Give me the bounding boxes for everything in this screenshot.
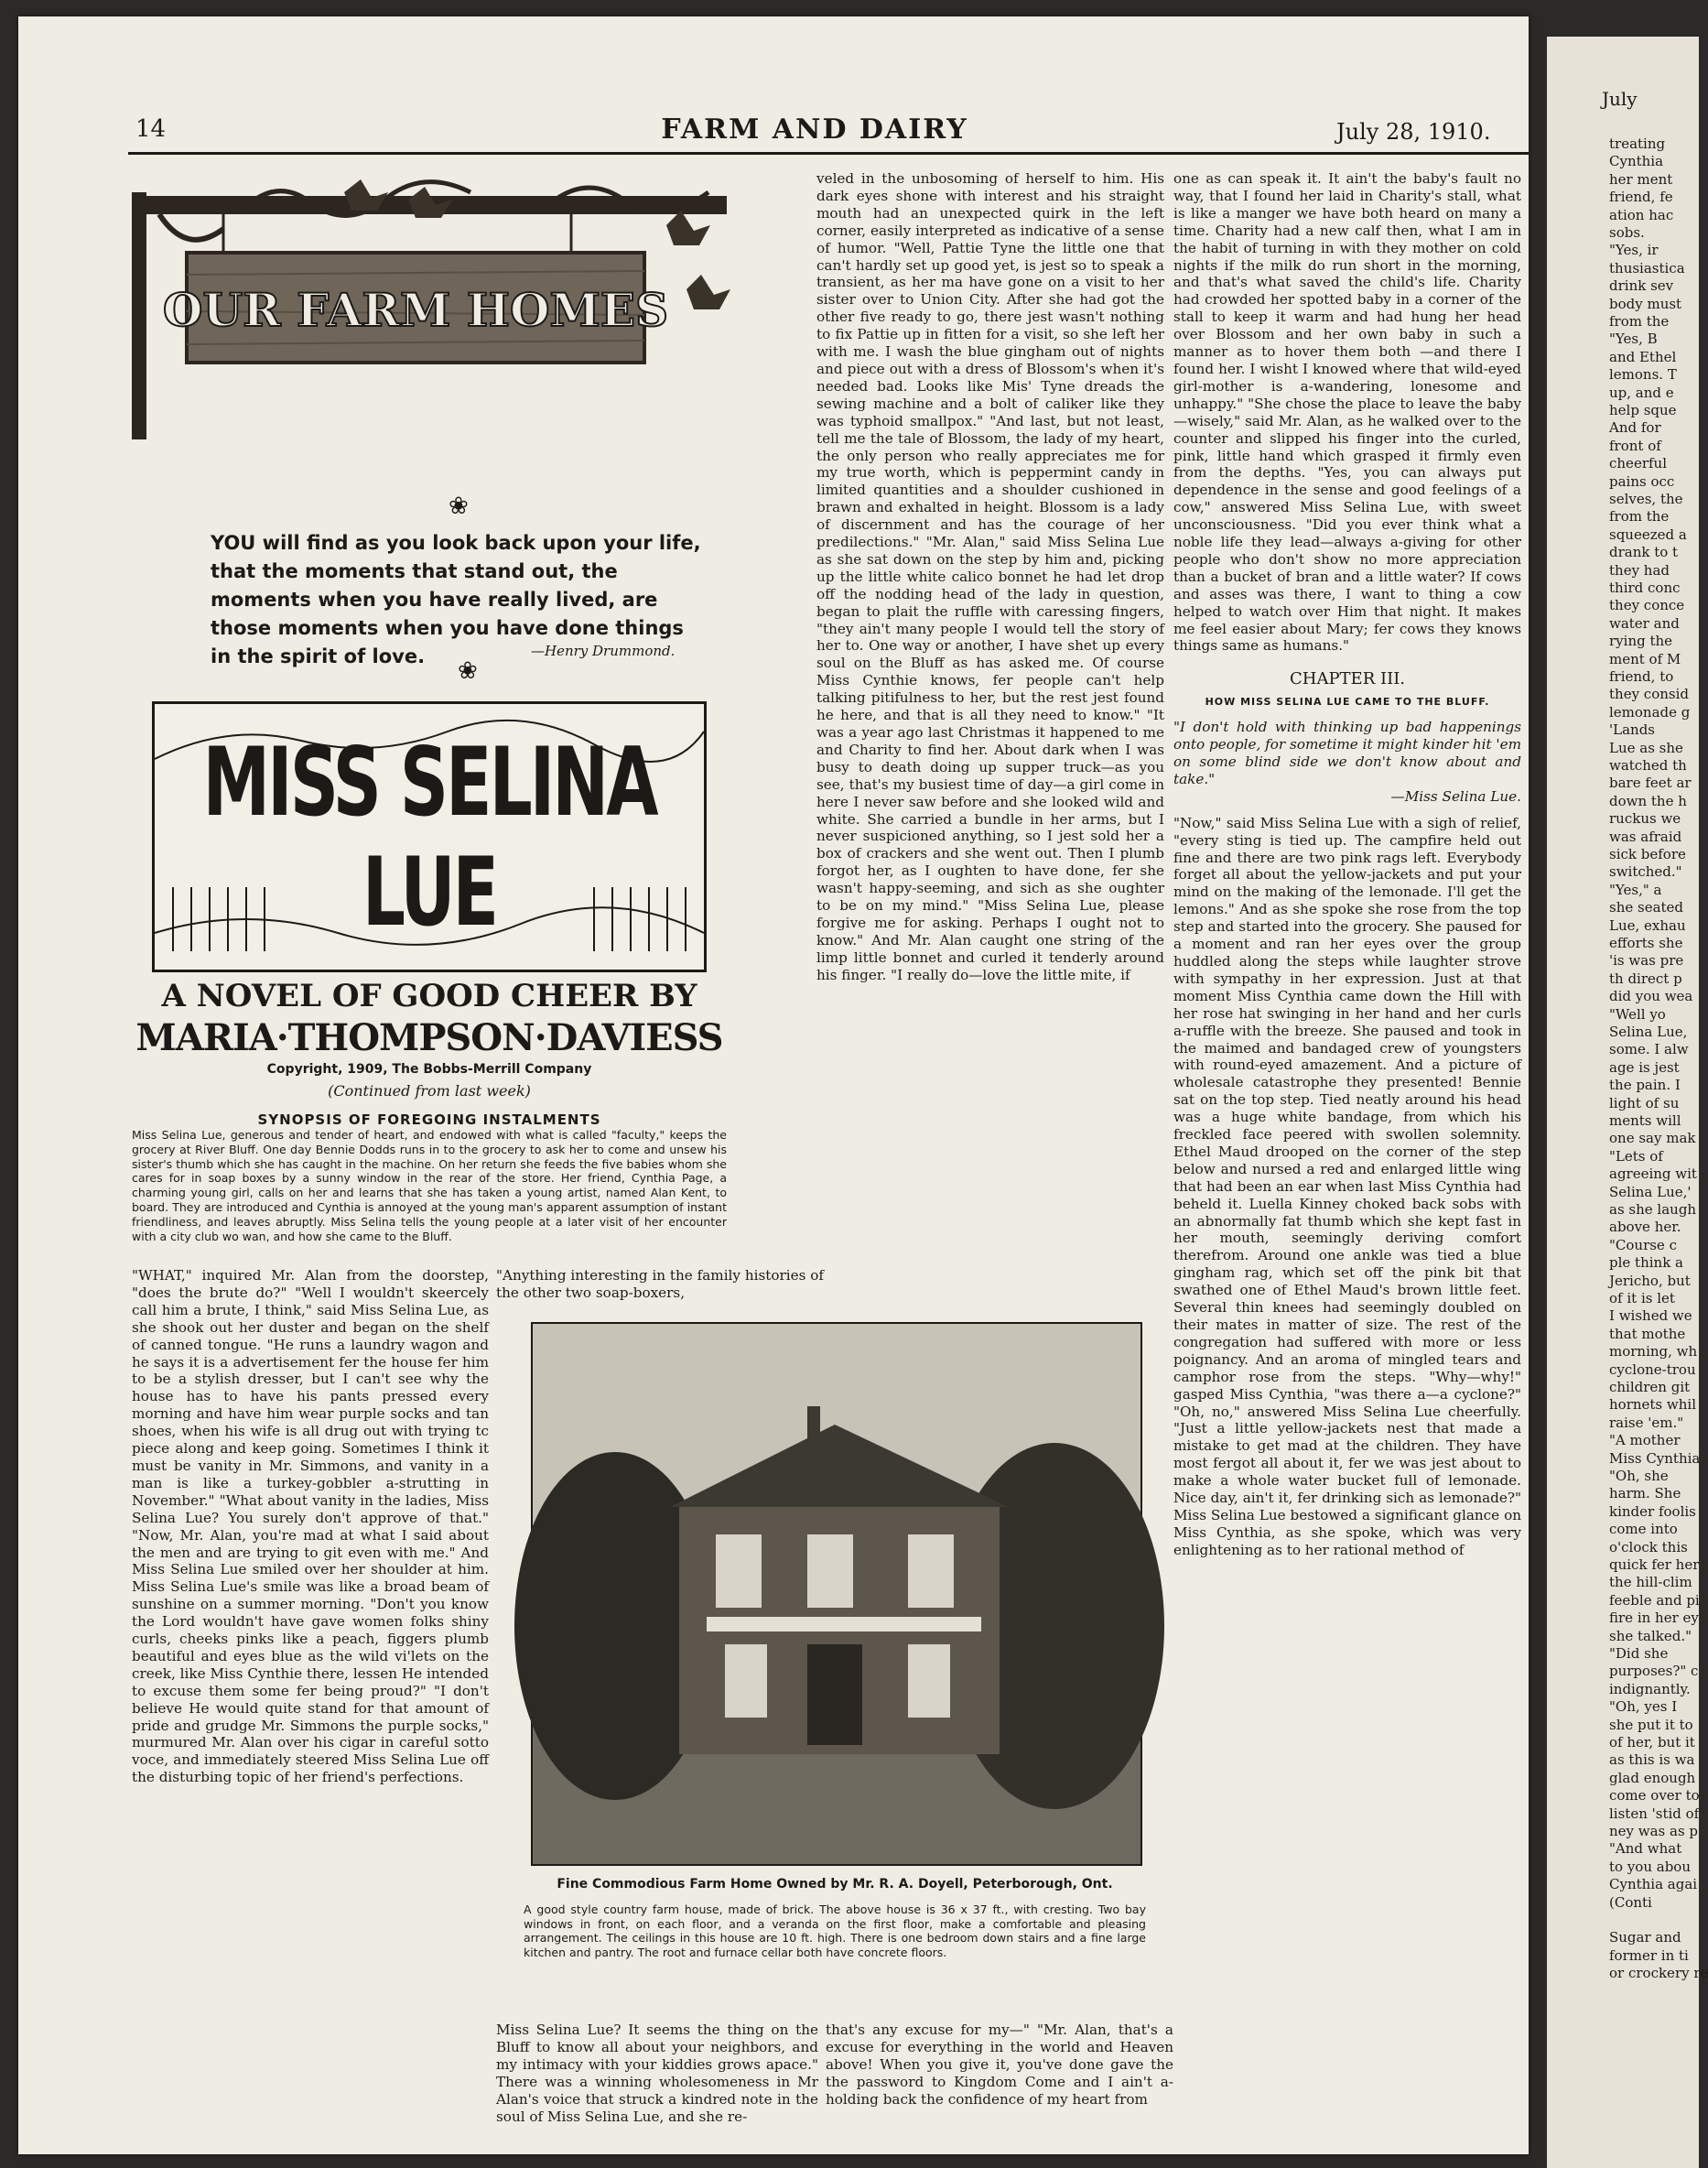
- next-page-line: light of su: [1609, 1094, 1680, 1111]
- next-page-line: as she laugh: [1609, 1201, 1697, 1218]
- next-page-line: quick fer her: [1609, 1556, 1700, 1573]
- article-column-2-top: [816, 170, 1164, 983]
- next-page-line: sick before: [1609, 846, 1686, 862]
- copyright-notice: Copyright, 1909, The Bobbs-Merrill Company: [266, 1062, 592, 1077]
- story-title: MISS SELINA LUE: [202, 727, 656, 948]
- synopsis-heading: SYNOPSIS OF FOREGOING INSTALMENTS: [257, 1111, 601, 1128]
- quote-attribution: —Henry Drummond.: [531, 643, 676, 659]
- next-page-line: hornets whil: [1609, 1396, 1696, 1414]
- next-page-line: ruckus we: [1609, 810, 1681, 828]
- next-page-line: listen 'stid of: [1609, 1805, 1700, 1822]
- next-page-line: from the: [1609, 508, 1670, 526]
- story-subtitle: A NOVEL OF GOOD CHEER BY: [161, 978, 697, 1014]
- next-page-line: cheerful: [1609, 455, 1667, 472]
- next-page-line: bare feet ar: [1609, 775, 1692, 792]
- next-page-line: cyclone-trou: [1609, 1360, 1696, 1378]
- next-page-line: "Yes, ir: [1609, 242, 1659, 259]
- next-page-line: I wished we: [1609, 1307, 1692, 1325]
- next-page-line: selves, the: [1609, 491, 1683, 507]
- next-page-line: or crockery re: [1609, 1965, 1708, 1982]
- next-page-line: harm. She: [1609, 1485, 1681, 1502]
- next-page-line: above her.: [1609, 1219, 1681, 1236]
- article-column-3: [1173, 170, 1521, 2148]
- next-page-line: "Yes," a: [1609, 881, 1662, 898]
- next-page-line: as this is wa: [1609, 1751, 1695, 1769]
- next-page-line: 'is was pre: [1609, 952, 1684, 970]
- next-page-line: children git: [1609, 1379, 1691, 1395]
- chapter-heading: CHAPTER III.: [1289, 669, 1406, 689]
- next-page-line: kinder foolis: [1609, 1502, 1696, 1520]
- maple-leaf-icon: ❀: [458, 657, 478, 685]
- next-page-line: they conce: [1609, 597, 1685, 614]
- next-page-line: feeble and pi: [1609, 1591, 1700, 1609]
- next-page-line: ments will: [1609, 1112, 1681, 1129]
- header-rule: [128, 152, 1529, 155]
- next-page-line: age is jest: [1609, 1058, 1680, 1076]
- next-page-line: body must: [1609, 295, 1682, 312]
- next-page-line: indignantly.: [1609, 1680, 1691, 1697]
- next-page-line: the hill-clim: [1609, 1574, 1692, 1591]
- next-page-line: come into: [1609, 1521, 1678, 1538]
- next-page-line: front of: [1609, 437, 1661, 454]
- next-page-line: that mothe: [1609, 1325, 1686, 1342]
- article-column-2-bottom: [496, 2022, 818, 2150]
- next-page-line: fire in her ey: [1609, 1610, 1699, 1627]
- next-page-line: help sque: [1609, 402, 1677, 418]
- next-page-line: thusiastica: [1609, 259, 1685, 276]
- next-page-text-fragments: [1547, 37, 1708, 2168]
- next-page-line: they consid: [1609, 686, 1689, 703]
- next-page-line: lemonade g: [1609, 703, 1691, 721]
- next-page-line: squeezed a: [1609, 526, 1687, 543]
- next-page-line: Selina Lue,: [1609, 1024, 1688, 1040]
- next-page-line: drank to t: [1609, 544, 1679, 561]
- next-page-line: (Conti: [1609, 1893, 1652, 1911]
- epigraph-attribution: —Miss Selina Lue.: [1390, 787, 1521, 805]
- next-page-line: treating: [1609, 136, 1666, 152]
- issue-date: July 28, 1910.: [1336, 119, 1491, 145]
- synopsis-text: Miss Selina Lue, generous and tender of heart, and endowed with what is called "faculty," keeps the grocery at River Bluff. One day Bennie Dodds runs in to the grocery to ask her to come and unsew his sister's thumb which she has caught in the machine. On her return she feeds the five babies whom she cares for in soap boxes by a sunny window in the rear of the store. Her friend, Cynthia Page, a charming young girl, calls on her and learns that she has taken a young artist, named Alan Kent, to board. They are introduced and Cynthia is annoyed at the young man's apparent assumption of instant friendliness, and leaves abruptly. Miss Selina tells the young people at a later visit of her encounter with a city club wo wan, and how she came to the Bluff.: [132, 1128, 727, 1243]
- maple-leaf-icon: ❀: [449, 493, 469, 520]
- next-page-line: Selina Lue,': [1609, 1183, 1692, 1200]
- next-page-line: th direct p: [1609, 970, 1682, 987]
- next-page-line: water and: [1609, 614, 1680, 632]
- next-page-line: "Well yo: [1609, 1005, 1666, 1023]
- next-page-line: third conc: [1609, 580, 1681, 596]
- next-page-line: "Oh, she: [1609, 1468, 1669, 1484]
- next-page-line: ple think a: [1609, 1254, 1683, 1272]
- next-page-line: o'clock this: [1609, 1538, 1688, 1556]
- next-page-line: Jericho, but: [1609, 1272, 1691, 1289]
- next-page-line: lemons. T: [1609, 366, 1677, 384]
- next-page-edge: [1547, 37, 1708, 2168]
- column-text: one as can speak it. It ain't the baby's fault no way, that I found her laid in Charity's stall, what is like a manger we have both heard on many a time. Charity had a new calf then, what I am in the habit of turning in with they mother on cold nights if the milk do run short in the morning, and that's what saved the child's life. Charity had crowded her spotted baby in a corner of the stall to keep it warm and had hung her head over Blossom and her own baby in such a manner as to hover them both —and there I found her. I wisht I knowed where that wild-eyed girl-mother is a-wandering, lonesome and unhappy." "She chose the place to leave the baby—wisely," said Mr. Alan, as he walked over to the counter and slipped his finger into the curled, pink, little hand which grasped it firmly even from the depths. "Yes, you can always put dependence in the sense and good feelings of a cow," answered Miss Selina Lue, with sweet unconsciousness. "Did you ever think what a noble life they lead—always a-giving for other people who don't show no more appreciation than a bucket of bran and a little water? If cows and asses was there, I want to thing a cow helped to watch over Him that night. It makes me feel easier about Mary; fer cows they knows things same as humans.": [1173, 170, 1521, 655]
- next-page-line: friend, to: [1609, 668, 1674, 685]
- next-page-line: pains occ: [1609, 472, 1675, 490]
- photo-caption: Fine Commodious Farm Home Owned by Mr. R. A. Doyell, Peterborough, Ont.: [557, 1877, 1113, 1892]
- masthead: FARM AND DAIRY: [661, 114, 968, 146]
- next-page-line: up, and e: [1609, 384, 1674, 401]
- next-page-line: was afraid: [1609, 828, 1682, 845]
- next-page-line: Sugar and: [1609, 1929, 1681, 1946]
- next-page-line: ney was as p: [1609, 1823, 1699, 1839]
- column-text: "Anything interesting in the family histories of the other two soap-boxers,: [496, 1267, 824, 1301]
- next-page-line: 'Lands: [1609, 721, 1655, 739]
- page-number: 14: [135, 115, 167, 143]
- next-page-line: ment of M: [1609, 650, 1681, 667]
- next-page-line: purposes?" c: [1609, 1663, 1699, 1680]
- next-page-line: "Oh, yes I: [1609, 1698, 1678, 1716]
- next-page-line: from the: [1609, 313, 1670, 330]
- next-page-line: sobs.: [1609, 224, 1645, 241]
- next-page-line: to you abou: [1609, 1858, 1691, 1875]
- next-page-line: "Did she: [1609, 1645, 1669, 1662]
- next-page-line: some. I alw: [1609, 1041, 1689, 1058]
- quote-text: YOU will find as you look back upon your life, that the moments that stand out, the moments when you have really lived, are those moments when you have done things in the spirit of love.: [211, 532, 701, 667]
- next-page-line: she seated: [1609, 899, 1684, 916]
- house-illustration: [533, 1324, 1140, 1864]
- next-page-line: "And what: [1609, 1840, 1682, 1858]
- article-column-3-bottom: [826, 2022, 1173, 2150]
- column-text: that's any excuse for my—" "Mr. Alan, that's a excuse for everything in the world and Heaven above! When you give it, you've done gave the the password to Kingdom Come and I ain't a-holding back the confidence of my heart from: [826, 2022, 1173, 2108]
- next-page-line: friend, fe: [1609, 189, 1673, 206]
- next-page-line: of it is let: [1609, 1290, 1675, 1306]
- next-page-line: morning, wh: [1609, 1343, 1698, 1360]
- next-page-line: "Yes, B: [1609, 331, 1658, 348]
- next-page-line: Miss Cynthia: [1609, 1449, 1701, 1467]
- sign-text: OUR FARM HOMES: [162, 283, 669, 337]
- column-text: Miss Selina Lue? It seems the thing on the Bluff to know all about your neighbors, and my intimacy with your kiddies grows apace." There was a winning wholesomeness in Mr Alan's voice that struck a kindred note in the soul of Miss Selina Lue, and she re-: [496, 2022, 818, 2125]
- next-page-line: raise 'em.": [1609, 1414, 1684, 1431]
- next-page-line: Cynthia agai: [1609, 1876, 1698, 1893]
- story-author: MARIA·THOMPSON·DAVIESS: [135, 1016, 723, 1059]
- continued-note: (Continued from last week): [328, 1082, 531, 1100]
- chapter-subheading: HOW MISS SELINA LUE CAME TO THE BLUFF.: [1205, 696, 1490, 709]
- next-page-line: agreeing wit: [1609, 1165, 1697, 1183]
- next-page-line: and Ethel: [1609, 348, 1677, 365]
- next-page-line: of her, but it: [1609, 1734, 1695, 1751]
- photo-description: A good style country farm house, made of brick. The above house is 36 x 37 ft., with cresting. Two bay windows in front, on each floor, and a veranda on the first floor, make a comfortable and pleasing arrangement. The ceilings in this house are 10 ft. high. There is one bedroom down stairs and a fine large kitchen and pantry. The root and furnace cellar both have concrete floors.: [524, 1902, 1146, 1959]
- next-page-line: she talked.": [1609, 1627, 1692, 1644]
- next-page-line: watched th: [1609, 757, 1687, 774]
- next-page-line: former in ti: [1609, 1946, 1689, 1964]
- newspaper-page: [18, 16, 1529, 2154]
- next-page-line: her ment: [1609, 170, 1673, 188]
- our-farm-homes-sign: [132, 174, 736, 449]
- next-page-line: And for: [1609, 419, 1661, 437]
- next-page-line: she put it to: [1609, 1716, 1693, 1733]
- next-page-line: they had: [1609, 561, 1670, 579]
- article-column-2-mid: [496, 1267, 824, 1306]
- next-page-line: drink sev: [1609, 277, 1674, 295]
- column-text: veled in the unbosoming of herself to him. His dark eyes shone with interest and his straight mouth had an unexpected quirk in the left corner, easily interpreted as indicative of a sense of humor. "Well, Pattie Tyne the little one that can't hardly set up good yet, is jest so to speak a transient, as her ma have gone on a visit to her sister over to Union City. After she had got the other five ready to go, there jest wasn't nothing to fix Pattie up in fitten for a visit, so she left her with me. I wash the blue gingham out of nights and piece out with a dress of Blossom's when it's needed bad. Looks like Mis' Tyne dreads the sewing machine and a bolt of caliker like they was typhoid smallpox." "And last, but not least, tell me the tale of Blossom, the lady of my heart, the only person who really appreciates me for my true worth, which is peppermint candy in limited quantities and a shoulder cushioned in brawn and exhalted in height. Blossom is a lady of discernment and has the courage of her predilections." "Mr. Alan," said Miss Selina Lue as she sat down on the step by him and, picking up the little white calico bonnet he had let drop off the nodding head of the lady in question, began to plait the ruffle with caressing fingers, "they ain't many people I would tell the story of her to. One way or another, I have shet up every soul on the Bluff as has asked me. Of course Miss Cynthie knows, fer people can't help talking pitifulness to her, but the rest jest found he here, and that is all they need to know." "It was a year ago last Christmas it happened to me and Charity to find her. About dark when I was busy to death doing up supper truck—as you see, that's my busiest time of day—a girl come in here I never saw before and she looked wild and white. She carried a bundle in her arms, but I never suspicioned anything, so I jest sold her a box of crackers and she went out. Then I plumb forgot her, as I oughten to have done, fer she wasn't happy-seeming, and sich as she oughter to be on my mind." "Miss Selina Lue, please forgive me for asking. Perhaps I ought not to know." And Mr. Alan caught one string of the limp little bonnet and curled it tenderly around his finger. "I really do—love the little mite, if: [816, 170, 1164, 983]
- chapter-epigraph: "I don't hold with thinking up bad happenings onto people, for sometime it might kinder hit 'em on some blind side we don't know about and take.": [1173, 719, 1521, 787]
- article-column-1: [132, 1267, 489, 2146]
- next-page-line: down the h: [1609, 792, 1687, 809]
- next-page-line: ation hac: [1609, 206, 1674, 223]
- next-page-running-head: July: [1602, 88, 1638, 110]
- next-page-line: switched.": [1609, 863, 1682, 881]
- next-page-line: Lue as she: [1609, 739, 1683, 756]
- column-text: "WHAT," inquired Mr. Alan from the doorstep, "does the brute do?" "Well I wouldn't skeercely call him a brute, I think," said Miss Selina Lue, as she shook out her duster and began on the shelf of canned tongue. "He runs a laundry wagon and he says it is a advertisement fer the house fer him to be a stylish dresser, but I can't see why the house has to have his pants pressed every morning and have him wear purple socks and tan shoes, when his wife is all drug out with trying tc piece along and keep going. Sometimes I think it must be vanity in Mr. Simmons, and vanity in a man is like a turkey-gobbler a-strutting in November." "What about vanity in the ladies, Miss Selina Lue? You surely don't approve of that." "Now, Mr. Alan, you're mad at what I said about the men and are trying to git even with me." And Miss Selina Lue smiled over her shoulder at him. Miss Selina Lue's smile was like a broad beam of sunshine on a summer morning. "Don't you know the Lord wouldn't have gave women folks shiny curls, cheeks pinks like a peach, figgers plumb beautiful and eyes blue as the wild vi'lets on the creek, like Miss Cynthie there, lessen He intended to excuse them some fer being proud?" "I don't believe He would quite stand for that amount of pride and grudge Mr. Simmons the purple socks," murmured Mr. Alan over his cigar in careful sotto voce, and immediately steered Miss Selina Lue off the disturbing topic of her friend's perfections.: [132, 1267, 489, 1786]
- next-page-line: Lue, exhau: [1609, 916, 1686, 934]
- story-title-panel: [152, 701, 707, 972]
- next-page-line: "Lets of: [1609, 1147, 1663, 1165]
- next-page-line: rying the: [1609, 633, 1673, 650]
- next-page-line: one say mak: [1609, 1130, 1696, 1147]
- next-page-line: "A mother: [1609, 1432, 1681, 1449]
- next-page-line: did you wea: [1609, 988, 1693, 1005]
- next-page-line: Cynthia: [1609, 153, 1664, 170]
- next-page-line: come over to: [1609, 1787, 1700, 1805]
- next-page-line: "Course c: [1609, 1236, 1677, 1253]
- farm-house-photo: [531, 1322, 1142, 1866]
- next-page-line: the pain. I: [1609, 1077, 1681, 1094]
- next-page-line: efforts she: [1609, 935, 1683, 951]
- next-page-line: glad enough: [1609, 1769, 1696, 1786]
- column-text: "Now," said Miss Selina Lue with a sigh of relief, "every sting is tied up. The campfire held out fine and there are two pink rags left. Everybody forget all about the yellow-jackets and put your mind on the making of the lemonade. I'll get the lemons." And as she spoke she rose from the top step and started into the grocery. She paused for a moment and ran her eyes over the group huddled along the steps while laughter strove with sympathy in her expression. Just at that moment Miss Cynthia came down the Hill with her rose hat swinging in her hand and her curls a-ruffle with the breeze. She paused and took in the maimed and bandaged crew of youngsters with round-eyed amazement. And a picture of wholesale catastrophe they presented! Bennie sat on the top step. Tied neatly around his head was a huge white bandage, from which his freckled face peered with swollen solemnity. Ethel Maud drooped on the corner of the step below and nursed a red and enlarged little wing that had been an ear when last Miss Cynthia had beheld it. Luella Kinney choked back sobs with an abnormally fat thumb which she kept fast in her mouth, seemingly deriving comfort therefrom. Around one ankle was tied a blue gingham rag, which set off the pink bit that swathed one of Ethel Maud's brown little feet. Several thin knees had seemingly doubled on their mates in matter of size. The rest of the congregation had suffered with more or less poignancy. And an aroma of mingled tears and camphor rose from the steps. "Why—why!" gasped Miss Cynthia, "was there a—a cyclone?" "Oh, no," answered Miss Selina Lue cheerfully. "Just a little yellow-jackets nest that made a mistake to get mad at the children. They have most fergot all about it, fer we was jest about to make a whole water bucket full of lemonade. Nice day, ain't it, fer drinking sich as lemonade?" Miss Selina Lue bestowed a significant glance on Miss Cynthia, as she spoke, which was very enlightening as to her rational method of: [1173, 814, 1521, 1558]
